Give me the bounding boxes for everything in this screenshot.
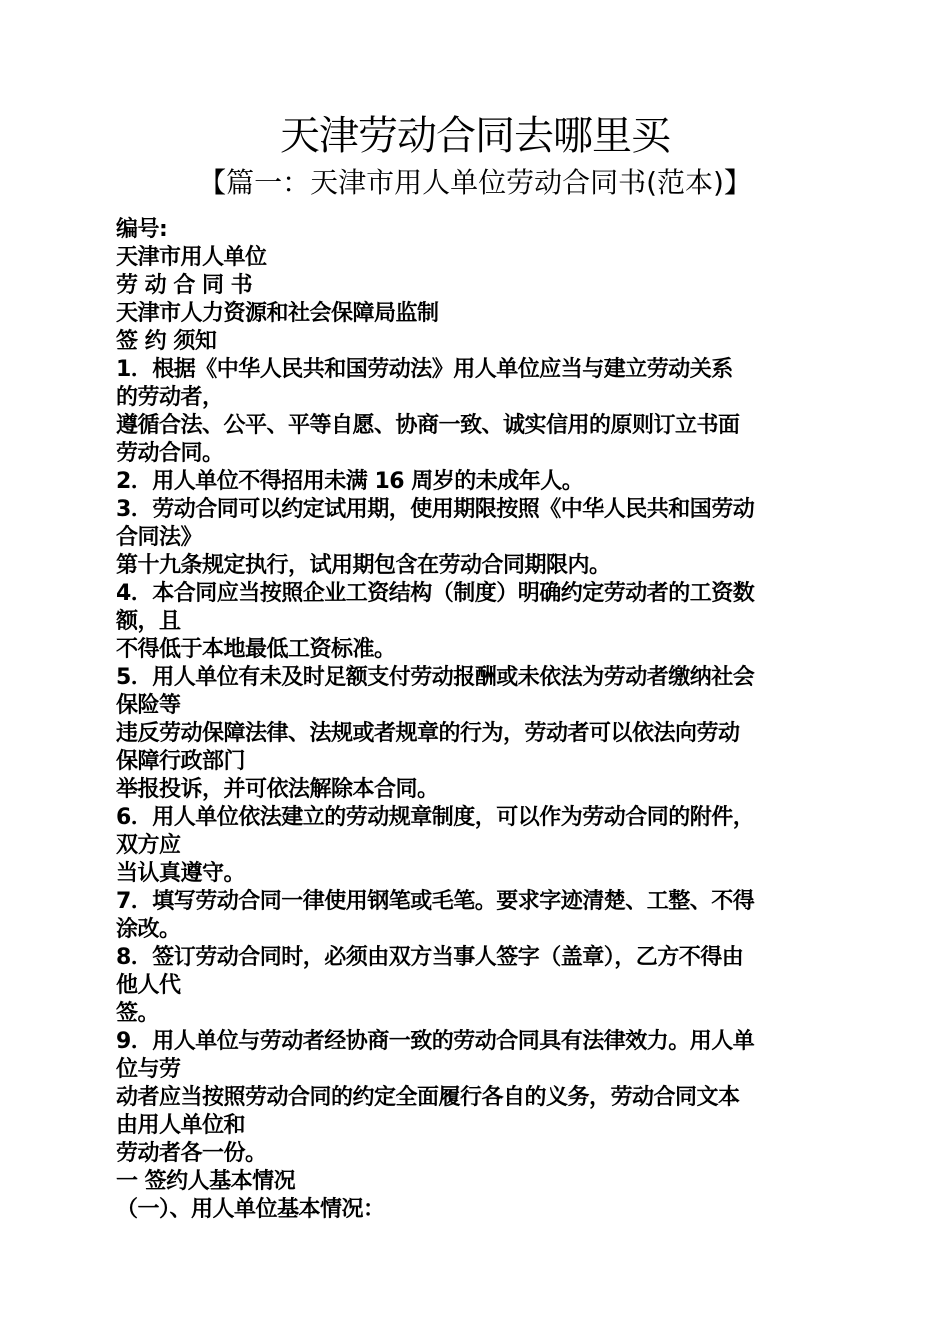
line-item-7a: 7．填写劳动合同一律使用钢笔或毛笔。要求字迹清楚、工整、不得: [116, 889, 755, 914]
line-supervisor: 天津市人力资源和社会保障局监制: [116, 301, 439, 326]
line-item-1b: 的劳动者，: [116, 385, 224, 410]
line-item-9b: 位与劳: [116, 1057, 181, 1082]
line-item-8a: 8．签订劳动合同时，必须由双方当事人签字（盖章），乙方不得由: [116, 945, 744, 970]
document-subtitle: 【篇一：天津市用人单位劳动合同书(范本)】: [198, 166, 752, 199]
line-signing-notice: 签 约 须知: [116, 329, 217, 354]
line-item-6c: 当认真遵守。: [116, 861, 246, 886]
line-item-4b: 额，且: [116, 609, 181, 634]
line-item-4c: 不得低于本地最低工资标准。: [116, 637, 396, 662]
line-item-9d: 由用人单位和: [116, 1113, 246, 1138]
line-item-9e: 劳动者各一份。: [116, 1141, 267, 1166]
line-item-5e: 举报投诉，并可依法解除本合同。: [116, 777, 439, 802]
line-item-1c: 遵循合法、公平、平等自愿、协商一致、诚实信用的原则订立书面: [116, 413, 740, 438]
line-item-3c: 第十九条规定执行，试用期包含在劳动合同期限内。: [116, 553, 611, 578]
line-item-4a: 4．本合同应当按照企业工资结构（制度）明确约定劳动者的工资数: [116, 581, 755, 606]
line-section-1: 一 签约人基本情况: [116, 1169, 296, 1194]
line-item-9c: 动者应当按照劳动合同的约定全面履行各自的义务，劳动合同文本: [116, 1085, 740, 1110]
line-item-8b: 他人代: [116, 973, 181, 998]
line-item-5a: 5．用人单位有未及时足额支付劳动报酬或未依法为劳动者缴纳社会: [116, 665, 755, 690]
line-item-8c: 签。: [116, 1001, 160, 1026]
line-item-5b: 保险等: [116, 693, 181, 718]
document-title: 天津劳动合同去哪里买: [280, 113, 670, 159]
line-item-5c: 违反劳动保障法律、法规或者规章的行为，劳动者可以依法向劳动: [116, 721, 740, 746]
line-employer-heading: 天津市用人单位: [116, 245, 267, 270]
line-item-6a: 6．用人单位依法建立的劳动规章制度，可以作为劳动合同的附件，: [116, 805, 755, 830]
line-serial-number: 编号:: [116, 217, 168, 242]
line-contract-heading: 劳 动 合 同 书: [116, 273, 253, 298]
line-item-5d: 保障行政部门: [116, 749, 246, 774]
line-item-2: 2．用人单位不得招用未满 16 周岁的未成年人。: [116, 469, 584, 494]
line-item-1d: 劳动合同。: [116, 441, 224, 466]
line-item-3b: 合同法》: [116, 525, 203, 550]
line-item-6b: 双方应: [116, 833, 181, 858]
line-item-3a: 3．劳动合同可以约定试用期，使用期限按照《中华人民共和国劳动: [116, 497, 755, 522]
line-item-7b: 涂改。: [116, 917, 181, 942]
line-subsection-1: （一）、用人单位基本情况：: [116, 1197, 385, 1222]
line-item-1a: 1．根据《中华人民共和国劳动法》用人单位应当与建立劳动关系: [116, 357, 733, 382]
line-item-9a: 9．用人单位与劳动者经协商一致的劳动合同具有法律效力。用人单: [116, 1029, 755, 1054]
